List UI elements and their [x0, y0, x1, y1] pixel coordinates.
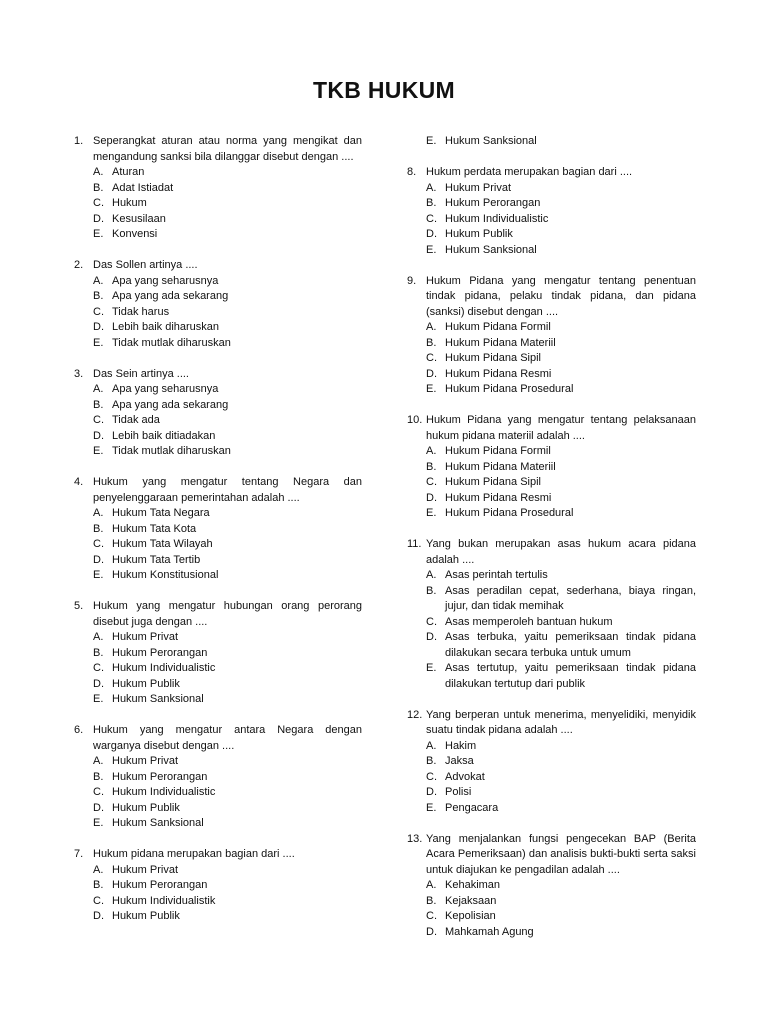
answer-option [74, 754, 362, 770]
option-text: Hukum Perorangan [112, 879, 208, 891]
option-letter: C. [93, 538, 104, 550]
question-text: Hukum perdata merupakan bagian dari .... [426, 166, 633, 178]
answer-option [74, 630, 362, 646]
option-letter: C. [93, 786, 104, 798]
option-letter: C. [426, 615, 437, 628]
option-text: Hukum Privat [112, 863, 179, 876]
question-item [407, 165, 696, 258]
answer-option [74, 181, 362, 197]
option-letter: C. [426, 476, 437, 488]
answer-option [407, 491, 696, 507]
answer-option [407, 909, 696, 925]
option-text: Konvensi [112, 228, 158, 240]
option-letter: B. [426, 197, 437, 209]
question-text: Das Sein artinya .... [93, 367, 189, 380]
option-letter: E. [426, 383, 437, 395]
answer-option [74, 568, 362, 584]
option-list [74, 754, 362, 832]
option-letter: E. [93, 693, 104, 705]
option-text: Mahkamah Agung [445, 925, 534, 938]
option-letter: A. [93, 507, 104, 519]
answer-option [407, 785, 696, 801]
question-number: 1. [74, 135, 84, 147]
option-letter: B. [93, 181, 104, 194]
option-text: Hukum Pidana Sipil [445, 352, 541, 364]
option-letter: B. [93, 770, 104, 783]
option-list [74, 506, 362, 584]
option-text: Kesusilaan [112, 212, 166, 225]
answer-option [74, 692, 362, 708]
option-text: Hukum Publik [112, 677, 180, 690]
option-text: Hukum Perorangan [112, 770, 208, 783]
answer-option [407, 367, 696, 383]
question-item [74, 475, 362, 584]
option-letter: C. [426, 352, 437, 364]
option-letter: C. [93, 414, 104, 426]
option-text: Hukum Tata Tertib [112, 553, 201, 566]
question-text: Hukum yang mengatur tentang Negara dan penyelenggaraan pemerintahan adalah .... [93, 476, 362, 504]
answer-option [407, 212, 696, 228]
question-number: 2. [74, 259, 84, 271]
option-letter: C. [93, 305, 104, 318]
option-letter: E. [426, 801, 437, 814]
option-text: Asas tertutup, yaitu pemeriksaan tindak pidana dilakukan tertutup dari publik [445, 662, 696, 690]
option-letter: D. [93, 212, 104, 225]
option-letter: A. [93, 631, 104, 643]
question-number: 11. [407, 538, 422, 550]
answer-option [74, 305, 362, 321]
option-text: Apa yang ada sekarang [112, 398, 229, 411]
question-number: 4. [74, 476, 84, 488]
option-text: Hukum Konstitusional [112, 569, 219, 581]
question-stem [407, 274, 696, 321]
option-text: Lebih baik diharuskan [112, 321, 220, 333]
option-text: Advokat [445, 770, 485, 783]
option-list [74, 274, 362, 352]
answer-option [407, 227, 696, 243]
answer-option [407, 444, 696, 460]
question-text: Hukum yang mengatur hubungan orang perorang disebut juga dengan .... [93, 600, 362, 628]
question-text: Hukum Pidana yang mengatur tentang penentuan tindak pidana, pelaku tindak pidana, dan pidana (sanksi) disebut dengan .... [426, 274, 696, 318]
option-letter: D. [93, 801, 104, 814]
question-stem [74, 599, 362, 630]
question-text: Yang bukan merupakan asas hukum acara pidana adalah .... [426, 538, 696, 566]
option-letter: B. [426, 584, 437, 597]
option-list [407, 181, 696, 259]
option-list [407, 878, 696, 940]
option-text: Apa yang ada sekarang [112, 290, 229, 302]
answer-option [74, 801, 362, 817]
option-letter: B. [426, 460, 437, 473]
answer-option [74, 677, 362, 693]
answer-option [74, 537, 362, 553]
option-letter: A. [93, 166, 104, 178]
answer-option [74, 646, 362, 662]
option-text: Hukum Publik [112, 801, 180, 814]
option-text: Kehakiman [445, 879, 501, 891]
option-text: Tidak mutlak diharuskan [112, 445, 231, 457]
option-text: Hukum Privat [112, 755, 179, 767]
option-letter: D. [93, 553, 104, 566]
answer-option [74, 506, 362, 522]
right-column [407, 134, 696, 956]
option-text: Hukum Individualistik [112, 894, 216, 907]
answer-option [407, 243, 696, 259]
answer-option [74, 444, 362, 460]
left-column [74, 134, 362, 940]
answer-option [74, 770, 362, 786]
option-letter: B. [426, 894, 437, 907]
option-letter: E. [93, 228, 104, 240]
page-title: TKB HUKUM [313, 77, 455, 103]
option-text: Hukum [112, 197, 147, 209]
answer-option [407, 615, 696, 631]
option-letter: B. [426, 336, 437, 349]
option-letter: E. [426, 662, 437, 674]
option-text: Hukum Sanksional [112, 693, 204, 705]
option-letter: C. [426, 770, 437, 783]
option-text: Hukum Individualistic [445, 212, 549, 225]
question-item [407, 832, 696, 941]
option-text: Hukum Individualistic [112, 786, 216, 798]
question-number: 9. [407, 274, 417, 287]
answer-option [407, 770, 696, 786]
option-text: Asas peradilan cepat, sederhana, biaya ringan, jujur, dan tidak memihak [445, 584, 696, 612]
option-text: Pengacara [445, 801, 499, 814]
option-text: Jaksa [445, 755, 474, 767]
option-text: Tidak harus [112, 305, 170, 318]
option-letter: B. [93, 646, 104, 659]
option-text: Apa yang seharusnya [112, 383, 219, 395]
answer-option [407, 630, 696, 661]
question-stem [407, 832, 696, 879]
answer-option [74, 661, 362, 677]
question-number: 7. [74, 848, 84, 860]
option-text: Hukum Perorangan [445, 197, 541, 209]
question-item [74, 134, 362, 243]
option-letter: C. [93, 894, 104, 907]
answer-option [407, 382, 696, 398]
question-number: 10. [407, 414, 423, 426]
option-text: Tidak mutlak diharuskan [112, 336, 231, 349]
answer-option [407, 181, 696, 197]
option-list [74, 863, 362, 925]
question-text: Hukum Pidana yang mengatur tentang pelaksanaan hukum pidana materiil adalah .... [426, 414, 696, 442]
question-stem [407, 708, 696, 739]
answer-option [74, 878, 362, 894]
answer-option [74, 863, 362, 879]
question-number: 8. [407, 166, 417, 178]
answer-option [407, 460, 696, 476]
option-letter: D. [93, 429, 104, 442]
question-text: Yang berperan untuk menerima, menyelidiki, menyidik suatu tindak pidana adalah .... [426, 708, 696, 736]
question-item [407, 708, 696, 817]
option-letter: D. [426, 228, 437, 240]
answer-option [74, 553, 362, 569]
option-text: Hukum Sanksional [112, 817, 204, 829]
option-letter: D. [93, 910, 104, 922]
answer-option [74, 382, 362, 398]
option-text: Hukum Publik [112, 910, 180, 922]
answer-option [74, 909, 362, 925]
question-number: 6. [74, 724, 84, 736]
option-text: Asas perintah tertulis [445, 569, 548, 581]
option-text: Asas terbuka, yaitu pemeriksaan tindak pidana dilakukan secara terbuka untuk umum [445, 631, 696, 659]
option-text: Hukum Privat [445, 181, 512, 194]
answer-option [74, 196, 362, 212]
option-list [74, 382, 362, 460]
answer-option [74, 212, 362, 228]
option-letter: C. [93, 197, 104, 209]
answer-option [74, 289, 362, 305]
option-text: Hukum Pidana Materiil [445, 336, 556, 349]
option-letter: E. [426, 507, 437, 519]
option-text: Hukum Sanksional [445, 243, 537, 256]
question-item [74, 723, 362, 832]
continued-option [407, 134, 696, 150]
option-text: Hukum Pidana Resmi [445, 367, 552, 380]
option-letter: A. [426, 739, 437, 752]
answer-option [407, 801, 696, 817]
option-text: Hukum Individualistic [112, 662, 216, 674]
option-letter: D. [93, 321, 104, 333]
answer-option [74, 398, 362, 414]
option-text: Aturan [112, 166, 145, 178]
option-letter: E. [93, 817, 104, 829]
option-text: Hukum Pidana Formil [445, 321, 551, 333]
option-letter: D. [426, 925, 437, 938]
option-letter: A. [426, 321, 437, 333]
answer-option [407, 196, 696, 212]
question-item [407, 413, 696, 522]
question-text: Hukum pidana merupakan bagian dari .... [93, 848, 295, 860]
answer-option [74, 274, 362, 290]
answer-option [407, 894, 696, 910]
option-letter: E. [93, 445, 104, 457]
answer-option [407, 320, 696, 336]
option-text: Hukum Pidana Resmi [445, 491, 552, 504]
answer-option [74, 165, 362, 181]
option-list [407, 444, 696, 522]
answer-option [407, 754, 696, 770]
question-item [74, 367, 362, 460]
answer-option [74, 894, 362, 910]
answer-option [74, 227, 362, 243]
option-text: Hakim [445, 739, 477, 752]
question-stem [407, 537, 696, 568]
answer-option [74, 429, 362, 445]
option-text: Kejaksaan [445, 894, 497, 907]
option-text: Hukum Tata Negara [112, 507, 210, 519]
option-text: Kepolisian [445, 910, 496, 922]
answer-option [407, 584, 696, 615]
option-letter: D. [426, 786, 437, 798]
option-text: Lebih baik ditiadakan [112, 429, 216, 442]
answer-option [74, 336, 362, 352]
option-letter: B. [93, 398, 104, 411]
option-list [74, 165, 362, 243]
option-letter: A. [93, 274, 104, 287]
option-text: Hukum Perorangan [112, 646, 208, 659]
option-letter: C. [426, 910, 437, 922]
answer-option [407, 661, 696, 692]
option-letter: A. [426, 445, 437, 457]
question-stem [74, 723, 362, 754]
option-text: Adat Istiadat [112, 181, 174, 194]
option-text: Hukum Sanksional [445, 135, 537, 147]
question-stem [74, 475, 362, 506]
answer-option [74, 522, 362, 538]
question-number: 12. [407, 708, 423, 721]
option-letter: B. [426, 755, 437, 767]
option-letter: B. [93, 522, 104, 535]
option-list [407, 568, 696, 692]
answer-option [74, 413, 362, 429]
answer-option [407, 739, 696, 755]
option-letter: A. [426, 879, 437, 891]
option-list [407, 320, 696, 398]
option-list [407, 739, 696, 817]
question-item [407, 537, 696, 692]
option-text: Hukum Tata Kota [112, 522, 197, 535]
answer-option [74, 816, 362, 832]
option-letter: E. [426, 135, 437, 147]
option-text: Hukum Privat [112, 631, 179, 643]
option-letter: E. [426, 243, 437, 256]
option-letter: A. [93, 863, 104, 876]
option-letter: C. [426, 212, 437, 225]
question-text: Seperangkat aturan atau norma yang mengikat dan mengandung sanksi bila dilanggar disebut dengan .... [93, 135, 362, 163]
answer-option [407, 336, 696, 352]
option-list [74, 630, 362, 708]
option-text: Hukum Tata Wilayah [112, 538, 213, 550]
option-text: Hukum Pidana Materiil [445, 460, 556, 473]
option-text: Hukum Publik [445, 228, 513, 240]
option-letter: A. [426, 181, 437, 194]
answer-option [407, 351, 696, 367]
answer-option [74, 320, 362, 336]
option-text: Asas memperoleh bantuan hukum [445, 615, 613, 628]
question-text: Yang menjalankan fungsi pengecekan BAP (Berita Acara Pemeriksaan) dan analisis bukti-bukti serta saksi untuk diajukan ke pengadilan adalah .... [426, 832, 696, 876]
question-text: Das Sollen artinya .... [93, 259, 198, 271]
option-text: Polisi [445, 786, 472, 798]
answer-option [407, 878, 696, 894]
answer-option [407, 475, 696, 491]
option-letter: A. [426, 569, 437, 581]
question-number: 13. [407, 832, 423, 845]
answer-option [74, 785, 362, 801]
option-letter: E. [93, 336, 104, 349]
option-text: Hukum Pidana Prosedural [445, 507, 574, 519]
option-letter: E. [93, 569, 104, 581]
question-number: 5. [74, 600, 84, 612]
option-letter: A. [93, 755, 104, 767]
question-stem [407, 413, 696, 444]
question-number: 3. [74, 367, 84, 380]
option-letter: D. [426, 367, 437, 380]
question-item [407, 274, 696, 398]
question-stem [74, 134, 362, 165]
option-letter: D. [93, 677, 104, 690]
answer-option [407, 506, 696, 522]
option-text: Hukum Pidana Formil [445, 445, 551, 457]
option-text: Hukum Pidana Sipil [445, 476, 541, 488]
question-stem [74, 847, 362, 863]
option-letter: A. [93, 383, 104, 395]
question-item [74, 599, 362, 708]
answer-option [407, 925, 696, 941]
option-text: Hukum Pidana Prosedural [445, 383, 574, 395]
option-letter: D. [426, 631, 437, 643]
option-letter: B. [93, 879, 104, 891]
option-text: Tidak ada [112, 414, 160, 426]
option-text: Apa yang seharusnya [112, 274, 219, 287]
question-text: Hukum yang mengatur antara Negara dengan warganya disebut dengan .... [93, 724, 362, 752]
question-stem [74, 258, 362, 274]
option-letter: B. [93, 290, 104, 302]
option-letter: D. [426, 491, 437, 504]
question-stem [74, 367, 362, 383]
question-item [74, 258, 362, 351]
answer-option [407, 568, 696, 584]
option-letter: C. [93, 662, 104, 674]
question-item [74, 847, 362, 925]
question-stem [407, 165, 696, 181]
